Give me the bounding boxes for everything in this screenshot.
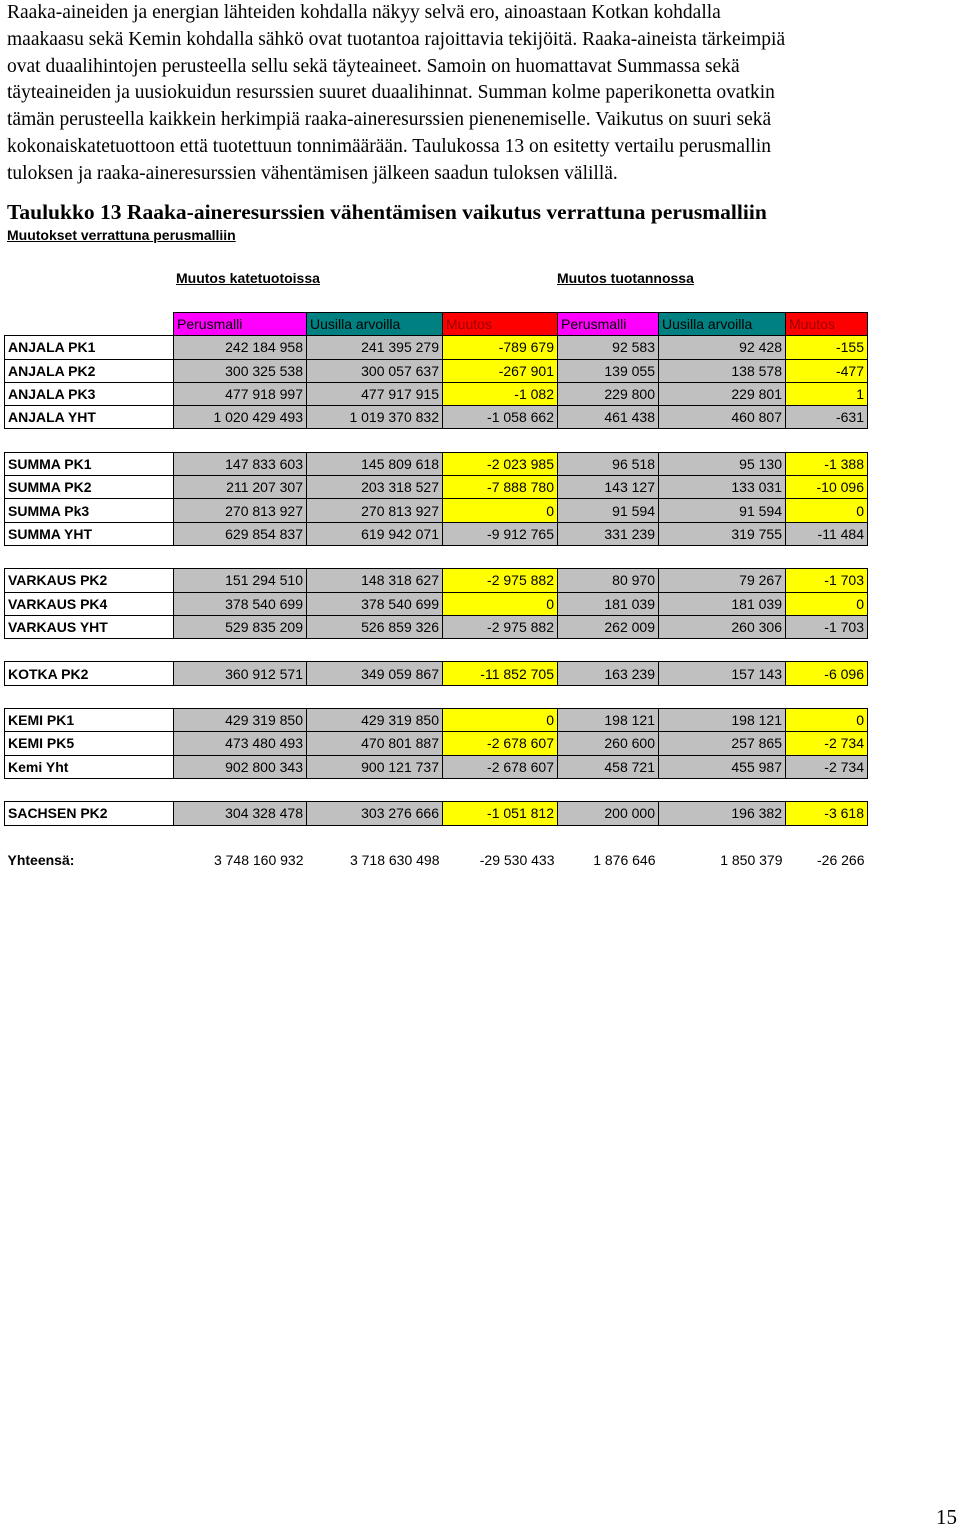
table-cell: 147 833 603 [174, 452, 307, 475]
row-label: SACHSEN PK2 [5, 802, 174, 825]
total-row [5, 848, 868, 871]
spacer-row [5, 639, 868, 662]
column-header: Muutos [786, 313, 868, 336]
column-header: Perusmalli [558, 313, 659, 336]
spacer-row [5, 545, 868, 568]
table-cell: -155 [786, 336, 868, 359]
subtotal-row [5, 522, 868, 545]
table-cell: 260 306 [659, 615, 786, 638]
table-row [5, 499, 868, 522]
table-cell: 460 807 [659, 406, 786, 429]
group-header-tuotanto: Muutos tuotannossa [557, 270, 694, 286]
row-label: ANJALA PK2 [5, 359, 174, 382]
table-cell: 429 319 850 [307, 709, 443, 732]
table-cell: 0 [786, 499, 868, 522]
total-cell: -29 530 433 [479, 851, 555, 868]
row-label: KOTKA PK2 [5, 662, 174, 685]
table-row [5, 732, 868, 755]
table-cell: 470 801 887 [307, 732, 443, 755]
table-cell: 629 854 837 [174, 522, 307, 545]
table-row [5, 802, 868, 825]
table-cell: 331 239 [558, 522, 659, 545]
table-row [5, 359, 868, 382]
table-cell: 92 583 [558, 336, 659, 359]
table-cell: 91 594 [558, 499, 659, 522]
table-cell: 0 [786, 592, 868, 615]
paragraph-line: tämän perusteella kaikkein herkimpiä raaka-aineresurssien pienenemiselle. Vaikutus on suuri sekä [7, 109, 772, 131]
row-label: VARKAUS PK4 [5, 592, 174, 615]
paragraph-line: ovat duaalihintojen perusteella sellu sekä täyteaineet. Samoin on huomattavat Summassa sekä [7, 55, 740, 77]
table-cell: -2 678 607 [443, 755, 558, 778]
table-cell: 196 382 [659, 802, 786, 825]
table-body [5, 313, 868, 872]
table-cell: 477 918 997 [174, 382, 307, 405]
table-cell: -477 [786, 359, 868, 382]
table-cell: 242 184 958 [174, 336, 307, 359]
table-cell: 257 865 [659, 732, 786, 755]
table-cell: 260 600 [558, 732, 659, 755]
table-cell: 79 267 [659, 569, 786, 592]
total-cell: 3 718 630 498 [349, 851, 440, 868]
table-cell: 1 020 429 493 [174, 406, 307, 429]
table-cell: 203 318 527 [307, 476, 443, 499]
intro-paragraph [7, 0, 952, 188]
table-cell: 270 813 927 [174, 499, 307, 522]
spacer-cell [5, 429, 868, 452]
table-cell: -1 388 [786, 452, 868, 475]
comparison-table [4, 312, 868, 872]
subtotal-row [5, 755, 868, 778]
table-row [5, 709, 868, 732]
spacer-row [5, 778, 868, 801]
table-cell: -1 082 [443, 382, 558, 405]
table-row [5, 592, 868, 615]
paragraph-line: tuloksen ja raaka-aineresurssien vähentämisen jälkeen saadun tuloksen välillä. [7, 162, 618, 184]
table-cell: 378 540 699 [307, 592, 443, 615]
page-number: 15 [936, 1505, 957, 1529]
row-label: ANJALA PK3 [5, 382, 174, 405]
table-row [5, 569, 868, 592]
spacer-row [5, 429, 868, 452]
table-cell: -9 912 765 [443, 522, 558, 545]
table-cell: -1 703 [786, 569, 868, 592]
table-cell: -6 096 [786, 662, 868, 685]
table-cell: -2 734 [786, 732, 868, 755]
total-label: Yhteensä: [7, 851, 75, 868]
table-cell: -2 975 882 [443, 615, 558, 638]
spacer-cell [5, 825, 868, 848]
table-cell: 455 987 [659, 755, 786, 778]
table-cell: -2 975 882 [443, 569, 558, 592]
table-cell: -7 888 780 [443, 476, 558, 499]
table-cell: -2 023 985 [443, 452, 558, 475]
table-cell: 200 000 [558, 802, 659, 825]
row-label: SUMMA PK2 [5, 476, 174, 499]
column-header: Perusmalli [174, 313, 307, 336]
table-cell: -2 678 607 [443, 732, 558, 755]
table-cell: 151 294 510 [174, 569, 307, 592]
table-cell: 303 276 666 [307, 802, 443, 825]
subtotal-row [5, 406, 868, 429]
total-cell: 3 748 160 932 [213, 851, 304, 868]
table-cell: 95 130 [659, 452, 786, 475]
row-label: VARKAUS PK2 [5, 569, 174, 592]
group-header-katetuotto: Muutos katetuotoissa [176, 270, 320, 286]
total-cell: 1 850 379 [720, 851, 783, 868]
table-cell: 133 031 [659, 476, 786, 499]
subtotal-row [5, 615, 868, 638]
table-row [5, 336, 868, 359]
row-label: VARKAUS YHT [5, 615, 174, 638]
table-row [5, 382, 868, 405]
table-cell: 229 800 [558, 382, 659, 405]
total-cell: -26 266 [817, 851, 865, 868]
spacer-cell [5, 545, 868, 568]
paragraph-line: Raaka-aineiden ja energian lähteiden kohdalla näkyy selvä ero, ainoastaan Kotkan kohdalla [7, 2, 721, 23]
table-cell: 0 [786, 709, 868, 732]
column-header-row [5, 313, 868, 336]
table-cell: 92 428 [659, 336, 786, 359]
spacer-row [5, 685, 868, 708]
table-cell: 181 039 [558, 592, 659, 615]
table-row [5, 662, 868, 685]
table-cell: 1 019 370 832 [307, 406, 443, 429]
table-cell: 1 [786, 382, 868, 405]
row-label: KEMI PK5 [5, 732, 174, 755]
table-cell: 139 055 [558, 359, 659, 382]
table-cell: 360 912 571 [174, 662, 307, 685]
row-label: KEMI PK1 [5, 709, 174, 732]
table-cell: 148 318 627 [307, 569, 443, 592]
paragraph-line: täyteaineiden ja uusiokuidun resurssien suuret duaalihinnat. Summan kolme paperikonetta ovatkin [7, 82, 775, 104]
table-cell: 143 127 [558, 476, 659, 499]
table-cell: 270 813 927 [307, 499, 443, 522]
table-cell: 619 942 071 [307, 522, 443, 545]
table-cell: -2 734 [786, 755, 868, 778]
table-cell: 304 328 478 [174, 802, 307, 825]
table-cell: 458 721 [558, 755, 659, 778]
table-cell: 211 207 307 [174, 476, 307, 499]
table-cell: 0 [443, 709, 558, 732]
table-cell: -789 679 [443, 336, 558, 359]
table-row [5, 476, 868, 499]
table-cell: -267 901 [443, 359, 558, 382]
table-cell: 526 859 326 [307, 615, 443, 638]
table-cell: 473 480 493 [174, 732, 307, 755]
table-cell: 241 395 279 [307, 336, 443, 359]
table-title: Taulukko 13 Raaka-aineresurssien vähentämisen vaikutus verrattuna perusmalliin [7, 200, 767, 224]
column-header: Uusilla arvoilla [659, 313, 786, 336]
table-cell: 902 800 343 [174, 755, 307, 778]
row-label: Kemi Yht [5, 755, 174, 778]
paragraph-line: kokonaiskatetuottoon että tuotettuun tonnimäärään. Taulukossa 13 on esitetty vertailu perusmallin [7, 135, 772, 157]
table-cell: 138 578 [659, 359, 786, 382]
spacer-cell [5, 639, 868, 662]
paragraph-line: maakaasu sekä Kemin kohdalla sähkö ovat tuotantoa rajoittavia tekijöitä. Raaka-aineista tärkeimpiä [7, 28, 786, 50]
table-cell: 319 755 [659, 522, 786, 545]
table-cell: 181 039 [659, 592, 786, 615]
table-cell: -1 058 662 [443, 406, 558, 429]
spacer-cell [5, 685, 868, 708]
row-label: SUMMA YHT [5, 522, 174, 545]
table-cell: 80 970 [558, 569, 659, 592]
table-cell: 378 540 699 [174, 592, 307, 615]
table-cell: 262 009 [558, 615, 659, 638]
table-cell: 0 [443, 592, 558, 615]
table-cell: 198 121 [659, 709, 786, 732]
table-cell: 163 239 [558, 662, 659, 685]
header-blank-cell [5, 313, 174, 336]
table-cell: 300 325 538 [174, 359, 307, 382]
spacer-cell [5, 778, 868, 801]
table-cell: -11 852 705 [443, 662, 558, 685]
table-cell: -1 703 [786, 615, 868, 638]
table-cell: 157 143 [659, 662, 786, 685]
row-label: ANJALA YHT [5, 406, 174, 429]
row-label: ANJALA PK1 [5, 336, 174, 359]
table-cell: 300 057 637 [307, 359, 443, 382]
table-cell: -3 618 [786, 802, 868, 825]
row-label: SUMMA Pk3 [5, 499, 174, 522]
row-label: SUMMA PK1 [5, 452, 174, 475]
table-cell: 91 594 [659, 499, 786, 522]
column-header: Uusilla arvoilla [307, 313, 443, 336]
table-cell: 349 059 867 [307, 662, 443, 685]
table-cell: 429 319 850 [174, 709, 307, 732]
table-cell: -11 484 [786, 522, 868, 545]
table-subtitle: Muutokset verrattuna perusmalliin [7, 227, 236, 243]
table-cell: -1 051 812 [443, 802, 558, 825]
table-cell: -10 096 [786, 476, 868, 499]
table-cell: 900 121 737 [307, 755, 443, 778]
table-cell: 0 [443, 499, 558, 522]
table-cell: 529 835 209 [174, 615, 307, 638]
table-cell: 96 518 [558, 452, 659, 475]
table-cell: 198 121 [558, 709, 659, 732]
table-cell: 229 801 [659, 382, 786, 405]
table-cell: 477 917 915 [307, 382, 443, 405]
spacer-row [5, 825, 868, 848]
total-cell: 1 876 646 [593, 851, 656, 868]
table-cell: 461 438 [558, 406, 659, 429]
table-row [5, 452, 868, 475]
table-cell: 145 809 618 [307, 452, 443, 475]
column-header: Muutos [443, 313, 558, 336]
table-cell: -631 [786, 406, 868, 429]
